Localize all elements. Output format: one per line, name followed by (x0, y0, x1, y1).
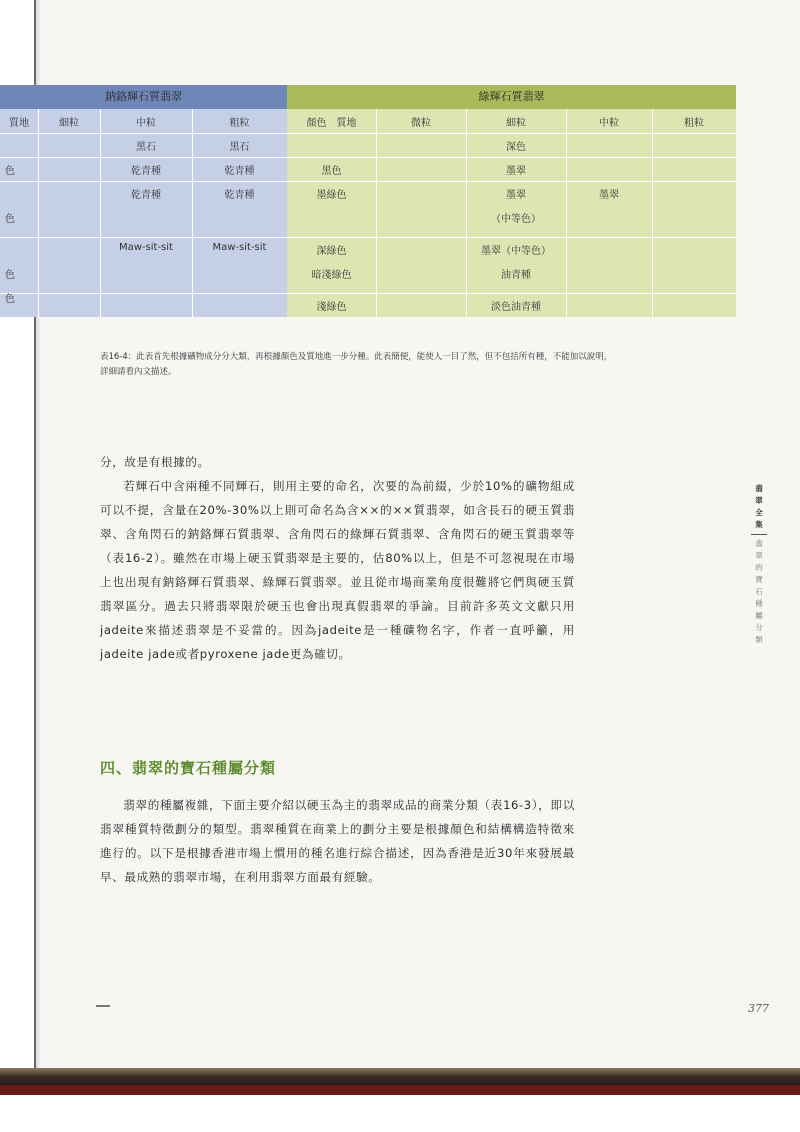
table-cell: 深綠色 (316, 246, 347, 257)
table-header-cell: 微粒 (411, 118, 431, 129)
table-cell: 乾青種 (131, 190, 161, 201)
table-header-cell: 粗粒 (229, 118, 250, 129)
paragraph: 翡翠的種屬複雜，下面主要介紹以硬玉為主的翡翠成品的商業分類（表16-3），即以翡翠種質特徵劃分的類型。翡翠種質在商業上的劃分主要是根據顏色和結構構造特徵來進行的。以下是根據香港市場上慣用的種名進行綜合描述，因為香港是近30年來發展最早、最成熟的翡翠市場，在利用翡翠方面最有經驗。 (100, 798, 575, 884)
section-heading: 四、翡翠的寶石種屬分類 (100, 759, 277, 777)
table-cell: 淡色油青種 (491, 302, 541, 313)
table-cell: （中等色） (491, 214, 541, 225)
classification-table (0, 85, 736, 317)
table-cell: 黑石 (136, 142, 156, 153)
table-header-cell: 粗粒 (684, 118, 704, 129)
row-stub: 色 (5, 214, 15, 225)
row-divider (0, 157, 736, 158)
table-header-cell: 中粒 (136, 118, 156, 129)
col-divider (566, 109, 567, 317)
table-cell: 黑色 (321, 166, 342, 177)
row-divider (0, 181, 736, 182)
table-header-cell: 細粒 (506, 118, 526, 129)
table-cell: 乾青種 (131, 166, 161, 177)
table-cell: 深色 (506, 142, 526, 153)
row-stub: 色 (5, 294, 15, 305)
group-header-left: 鈉鉻輝石質翡翠 (0, 85, 287, 109)
table-cell: 墨翠 (599, 190, 619, 201)
table-caption: 表16-4：此表首先根據礦物成分分大類，再根據顏色及質地進一步分種。此表簡便，能使人一目了然，但不包括所有種，不能加以說明，詳細請看內文描述。 (100, 352, 613, 377)
col-divider (652, 109, 653, 317)
table-cell: 墨翠（中等色） (481, 246, 551, 257)
table-header-cell: 細粒 (59, 118, 79, 129)
side-rule (751, 534, 767, 535)
table-cell: 墨綠色 (316, 190, 347, 201)
row-divider (0, 293, 736, 294)
table-cell: 油青種 (501, 270, 531, 281)
row-divider (0, 237, 736, 238)
row-divider (0, 133, 736, 134)
chapter-title-vertical: 翡翠的寶石種屬分類 (755, 539, 763, 644)
book-cover-edge (0, 1085, 800, 1095)
row-stub: 色 (5, 166, 15, 177)
table-cell: 乾青種 (224, 166, 255, 177)
table-cell: 淺綠色 (316, 302, 347, 313)
table-header-cell: 顏色 質地 (306, 118, 357, 129)
table-cell: 暗淺綠色 (311, 270, 352, 281)
table-cell: 乾青種 (224, 190, 255, 201)
col-divider (376, 109, 377, 317)
row-stub: 色 (5, 270, 15, 281)
table-cell: Maw-sit-sit (119, 242, 173, 253)
table-cell: 墨翠 (506, 166, 526, 177)
book-title-vertical: 翡翠全集 (755, 484, 763, 529)
group-header-right: 綠輝石質翡翠 (287, 85, 736, 109)
paragraph: 若輝石中含兩種不同輝石，則用主要的命名，次要的為前綴，少於10%的礦物組成可以不提，含量在20%-30%以上則可命名為含××的××質翡翠，如含長石的硬玉質翡翠、含角閃石的鈉鉻輝石質翡翠、含角閃石的綠輝石質翡翠、含角閃石的硬玉質翡翠等（表16-2）。雖然在市場上硬玉質翡翠是主要的，估80%以上，但是不可忽視現在市場上也出現有鈉鉻輝石質翡翠、綠輝石質翡翠。並且從市場商業角度很難將它們與硬玉質翡翠區分。過去只將翡翠限於硬玉也會出現真假翡翠的爭論。目前許多英文文獻只用jadeite來描述翡翠是不妥當的。因為jadeite是一種礦物名字，作者一直呼籲，用jadeite jade或者pyroxene jade更為確切。 (100, 479, 575, 661)
table-cell: Maw-sit-sit (212, 242, 267, 253)
table-header-cell: 中粒 (599, 118, 619, 129)
page-number: 377 (748, 1002, 769, 1015)
table-cell: 黑石 (229, 142, 250, 153)
table-cell: 墨翠 (506, 190, 526, 201)
footer-dash (96, 1005, 110, 1007)
side-running-header (752, 483, 766, 646)
table-header-cell: 質地 (9, 118, 29, 129)
col-divider (38, 109, 39, 317)
paragraph-continuation: 分，故是有根據的。 (100, 455, 210, 469)
table-body (0, 109, 736, 317)
